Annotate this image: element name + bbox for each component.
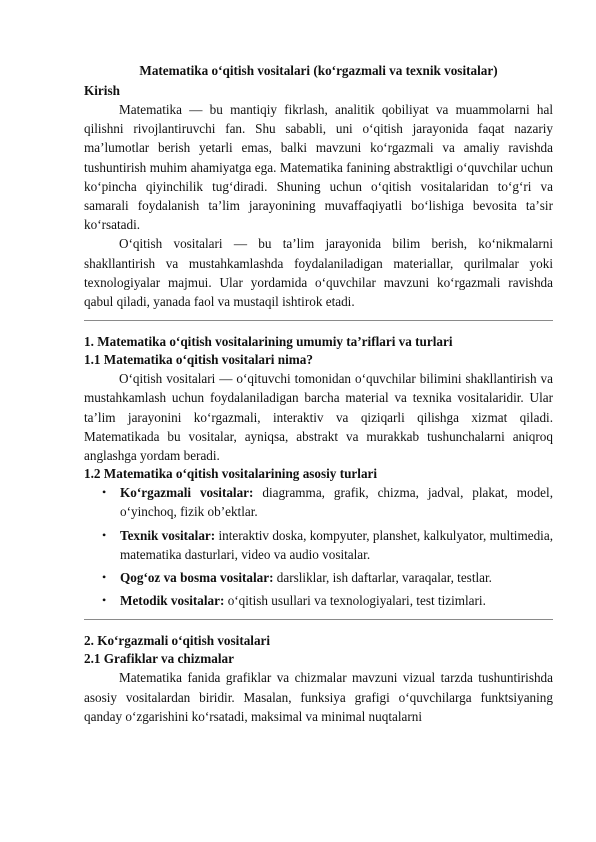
section-divider xyxy=(84,320,553,321)
list-item xyxy=(84,526,553,564)
intro-heading: Kirish xyxy=(84,83,120,98)
section-2-heading: 2. Koʻrgazmali oʻqitish vositalari xyxy=(84,633,271,649)
list-item-text: oʻqitish usullari va texnologiyalari, test tizimlari. xyxy=(224,593,486,609)
section-1-1-heading: 1.1 Matematika oʻqitish vositalari nima? xyxy=(84,352,313,368)
bullet-icon: • xyxy=(102,570,107,585)
section-2-1-paragraph: Matematika fanida grafiklar va chizmalar mavzuni vizual tarzda tushuntirishda asosiy vositalardan biridir. Masalan, funksiya grafigi oʻquvchilarga funktsiyaning qanday oʻzgarishini koʻrsatadi, maksimal va minimal nuqtalarni xyxy=(84,670,553,724)
list-item xyxy=(84,483,553,521)
list-item xyxy=(84,591,553,610)
list-item-text: diagramma, grafik, chizma, jadval, plakat, model, oʻyinchoq, fizik obʼektlar. xyxy=(120,485,553,520)
section-1-1-paragraph: Oʻqitish vositalari — oʻqituvchi tomonidan oʻquvchilar bilimini shakllantirish va mustahkamlash uchun foydalaniladigan barcha material va texnika vositalaridir. Ular taʼlim jarayonini koʻrgazmali, interaktiv va qiziqarli qilishga xizmat qiladi. Matematikada bu vositalar, ayniqsa, abstrakt va murakkab tushunchalarni aniqroq anglashga yordam beradi. xyxy=(84,371,553,464)
list-item-text: darsliklar, ish daftarlar, varaqalar, testlar. xyxy=(273,570,492,586)
list-item-term: Metodik vositalar: xyxy=(120,593,225,609)
list-item-text: interaktiv doska, kompyuter, planshet, kalkulyator, multimedia, matematika dasturlari, video va audio vositalar. xyxy=(120,527,553,562)
section-1-heading: 1. Matematika oʻqitish vositalarining umumiy taʼriflari va turlari xyxy=(84,334,453,350)
section-2-1-heading: 2.1 Grafiklar va chizmalar xyxy=(84,651,234,667)
tools-list xyxy=(84,483,553,610)
bullet-icon: • xyxy=(102,485,107,500)
list-item xyxy=(84,568,553,587)
section-divider xyxy=(84,619,553,620)
document-page xyxy=(84,62,553,726)
intro-paragraph-1: Matematika — bu mantiqiy fikrlash, analitik qobiliyat va muammolarni hal qilishni rivojlantiruvchi fan. Shu sababli, uni oʻqitish jarayonida faqat nazariy maʼlumotlar berish yetarli emas, balki mavzuni koʻrgazmali va amaliy ravishda tushuntirish muhim ahamiyatga ega. Matematika fanining abstraktligi oʻquvchilar uchun koʻpincha qiyinchilik tugʻdiradi. Shuning uchun oʻqitish vositalaridan toʻgʻri va samarali foydalanish taʼlim jarayonining muvaffaqiyatli boʻlishiga bevosita taʼsir koʻrsatadi. xyxy=(84,102,553,233)
intro-paragraph-2: Oʻqitish vositalari — bu taʼlim jarayonida bilim berish, koʻnikmalarni shakllantirish va mustahkamlashda foydalaniladigan materiallar, qurilmalar yoki texnologiyalar majmui. Ular yordamida oʻquvchilar mavzuni koʻrgazmali ravishda qabul qiladi, yanada faol va mustaqil ishtirok etadi. xyxy=(84,236,553,310)
bullet-icon: • xyxy=(102,527,107,542)
bullet-icon: • xyxy=(102,593,107,608)
list-item-term: Qogʻoz va bosma vositalar: xyxy=(120,570,274,586)
list-item-term: Texnik vositalar: xyxy=(120,527,216,543)
list-item-term: Koʻrgazmali vositalar: xyxy=(120,485,254,501)
section-1-2-heading: 1.2 Matematika oʻqitish vositalarining asosiy turlari xyxy=(84,466,378,482)
document-title: Matematika oʻqitish vositalari (koʻrgazmali va texnik vositalar) xyxy=(139,63,498,78)
